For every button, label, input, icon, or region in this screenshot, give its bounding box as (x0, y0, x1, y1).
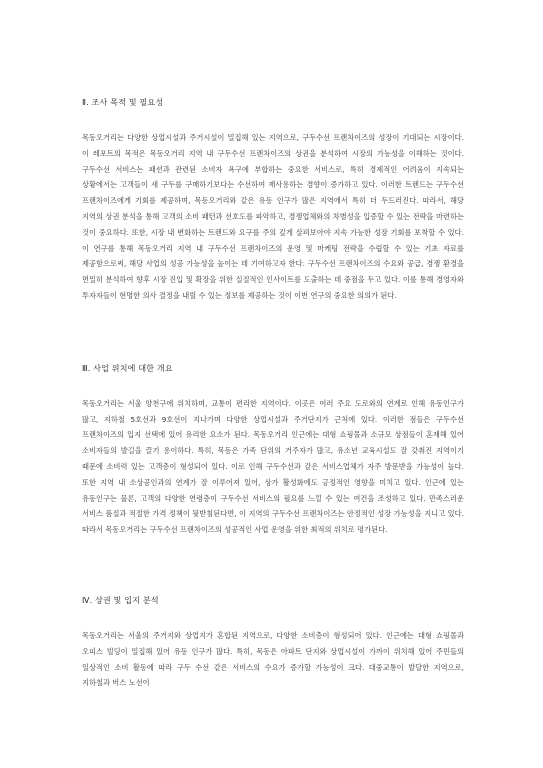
section-paragraph: 목동오거리는 서울의 주거지와 상업지가 혼합된 지역으로, 다양한 소비층이 형성되어 있다. 인근에는 대형 쇼핑몰과 오피스 빌딩이 밀집해 있어 유동 인구가 많다. 특히, 목동은 아파트 단지와 상업시설이 가까이 위치해 있어 주민들의 일상적인 소비 활동에 따라 구두 수선 같은 서비스의 수요가 증가할 가능성이 크다. 대중교통이 발달한 지역으로, 지하철과 버스 노선이 (82, 630, 464, 688)
section-location-overview (82, 364, 464, 538)
section-paragraph: 목동오거리는 다양한 상업시설과 주거시설이 밀집해 있는 지역으로, 구두수선 프랜차이즈의 성장이 기대되는 시장이다. 이 레포트의 목적은 목동오거리 지역 내 구두수선 프랜차이즈의 상권을 분석하여 시장의 가능성을 이해하는 것이다. 구두수선 서비스는 패션과 관련된 소비자 욕구에 부합하는 중요한 서비스로, 특히 경제적인 어려움이 지속되는 상황에서는 고객들이 새 구두를 구매하기보다는 수선하여 재사용하는 경향이 증가하고 있다. 이러한 트렌드는 구두수선 프랜차이즈에게 기회를 제공하며, 목동오거리와 같은 유동 인구가 많은 지역에서 특히 더 두드러진다. 따라서, 해당 지역의 상권 분석을 통해 고객의 소비 패턴과 선호도를 파악하고, 경쟁업체와의 차별성을 입증할 수 있는 전략을 마련하는 것이 중요하다. 또한, 시장 내 변화하는 트렌드와 요구를 주의 깊게 살펴보아야 지속 가능한 성장 기회를 포착할 수 있다. 이 연구를 통해 목동오거리 지역 내 구두수선 프랜차이즈의 운영 및 마케팅 전략을 수립할 수 있는 기초 자료를 제공함으로써, 해당 사업의 성공 가능성을 높이는 데 기여하고자 한다. 구두수선 프랜차이즈의 수요와 공급, 경쟁 환경을 면밀히 분석하여 향후 시장 진입 및 확장을 위한 실질적인 인사이트를 도출하는 데 중점을 두고 있다. 이를 통해 경영자와 투자자들이 현명한 의사 결정을 내릴 수 있는 정보를 제공하는 것이 이번 연구의 중요한 의의가 된다. (82, 133, 464, 300)
section-heading: Ⅳ. 상권 및 입지 분석 (82, 595, 159, 605)
section-paragraph: 목동오거리는 서울 양천구에 위치하며, 교통이 편리한 지역이다. 이곳은 여러 주요 도로와의 연계로 인해 유동인구가 많고, 지하철 5호선과 9호선이 지나가며 다양한 상업시설과 주거단지가 근처에 있다. 이러한 점들은 구두수선 프랜차이즈의 입지 선택에 있어 유리한 요소가 된다. 목동오거리 인근에는 대형 쇼핑몰과 소규모 상점들이 혼재해 있어 소비자들의 발길을 끌기 용이하다. 특히, 목동은 가족 단위의 거주자가 많고, 유소년 교육시설도 잘 갖춰진 지역이기 때문에 소비력 있는 고객층이 형성되어 있다. 이로 인해 구두수선과 같은 서비스업체가 자주 방문받을 가능성이 높다. 또한 지역 내 소상공인과의 연계가 잘 이루어져 있어, 상가 활성화에도 긍정적인 영향을 미치고 있다. 인근에 있는 유동인구는 물론, 고객의 다양한 연령층이 구두수선 서비스의 필요를 느낄 수 있는 여건을 조성하고 있다. 만족스러운 서비스 품질과 적절한 가격 정책이 뒷받침된다면, 이 지역의 구두수선 프랜차이즈는 안정적인 성장 가능성을 지니고 있다. 따라서 목동오거리는 구두수선 프랜차이즈의 성공적인 사업 운영을 위한 최적의 위치로 평가된다. (82, 398, 464, 535)
section-spacer (82, 538, 464, 596)
document-page (82, 98, 464, 691)
section-heading: Ⅱ. 조사 목적 및 필요성 (82, 98, 164, 107)
section-spacer (82, 304, 464, 364)
section-heading: Ⅲ. 사업 위치에 대한 개요 (82, 363, 173, 373)
section-purpose (82, 98, 464, 304)
section-market-analysis (82, 596, 464, 691)
